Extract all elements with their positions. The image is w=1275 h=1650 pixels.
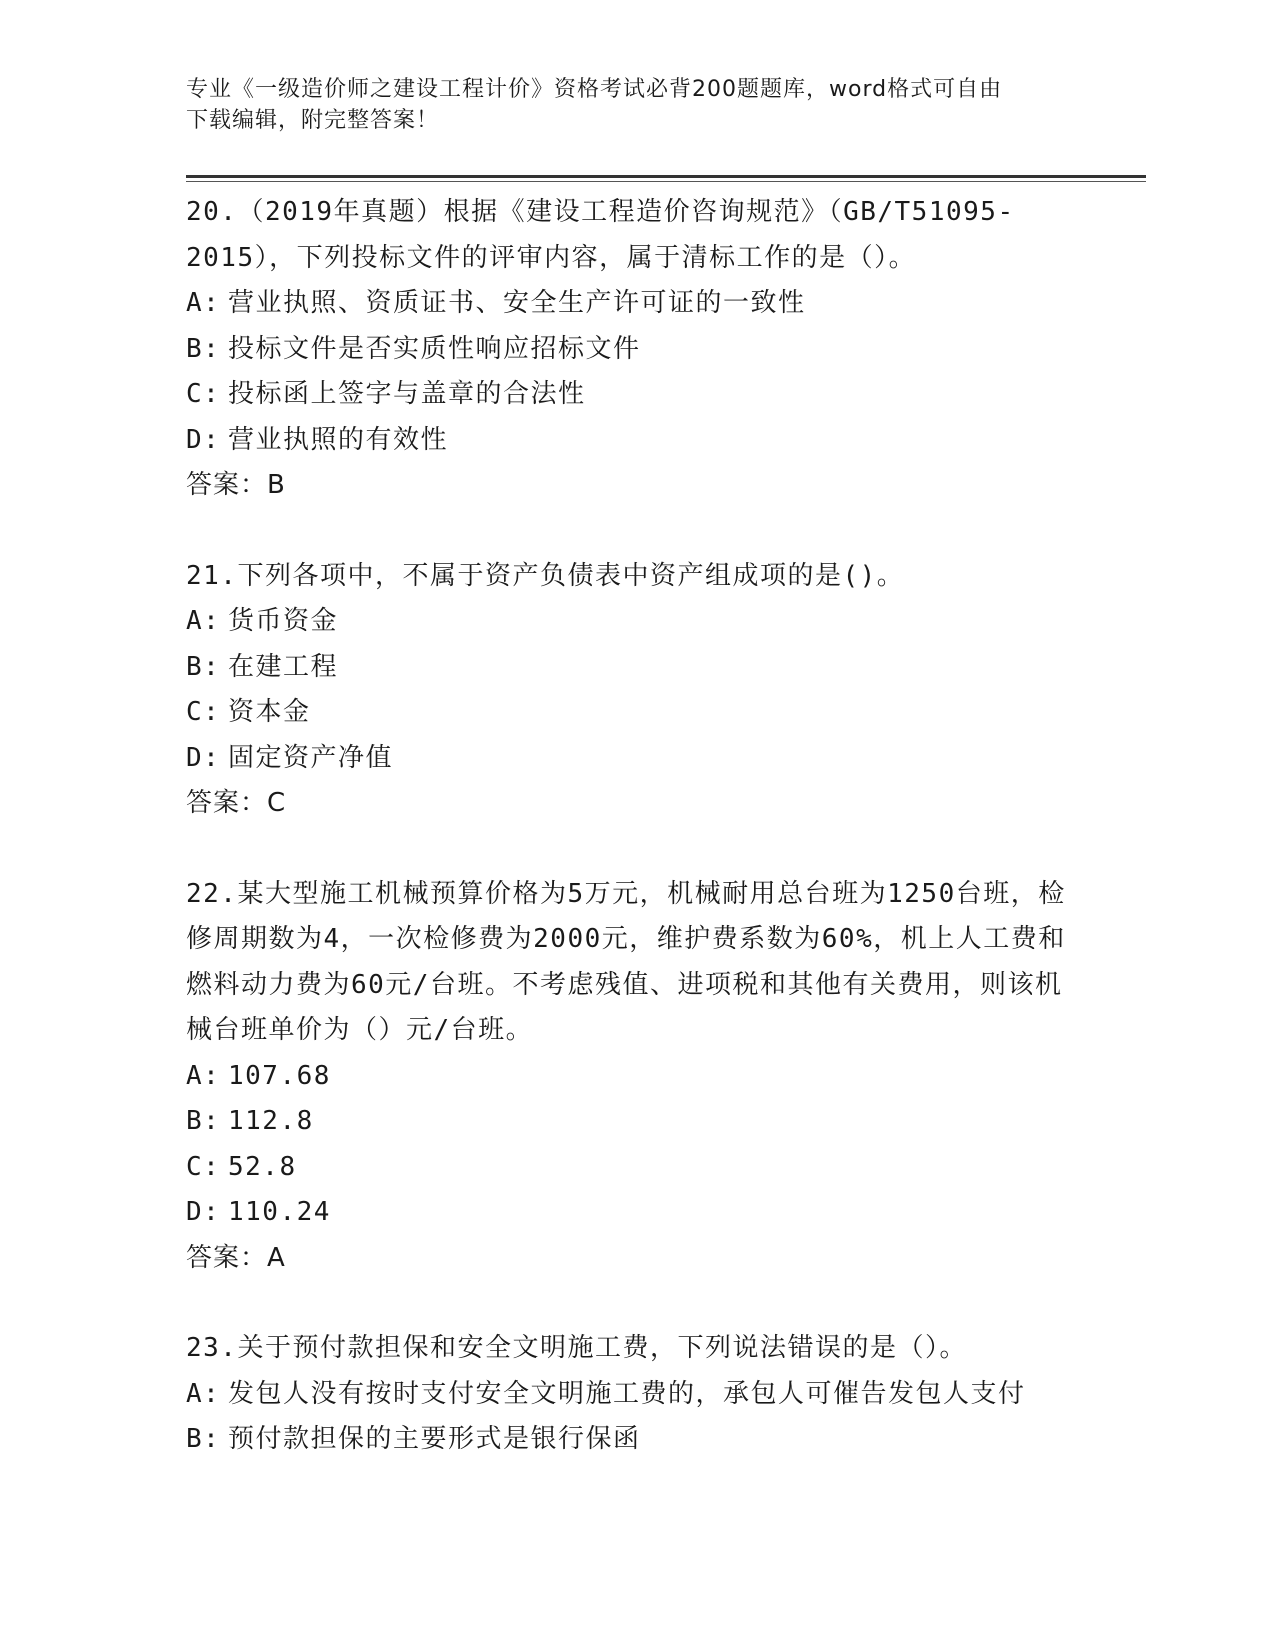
- option-d: [186, 418, 1086, 464]
- option-text: 资本金: [228, 697, 311, 727]
- option-text: 投标文件是否实质性响应招标文件: [228, 333, 641, 364]
- option-text: 投标函上签字与盖章的合法性: [228, 379, 586, 409]
- option-key: D:: [186, 1197, 221, 1227]
- option-c: [186, 372, 1086, 418]
- question-stem: 20.（2019年真题）根据《建设工程造价咨询规范》（GB/T51095-2015），下列投标文件的评审内容，属于清标工作的是（）。: [186, 197, 1015, 273]
- option-key: B:: [186, 1424, 221, 1454]
- question-stem: 23.关于预付款担保和安全文明施工费，下列说法错误的是（）。: [186, 1333, 967, 1363]
- option-a: [186, 1372, 1086, 1418]
- option-key: B:: [186, 651, 221, 682]
- option-key: A:: [186, 288, 221, 318]
- answer: 答案：A: [186, 1242, 286, 1273]
- option-key: C:: [186, 1151, 221, 1182]
- option-key: A:: [186, 1378, 221, 1409]
- option-text: 在建工程: [228, 651, 339, 682]
- option-a: [186, 1054, 1086, 1100]
- option-key: B:: [186, 333, 221, 364]
- option-text: 112.8: [228, 1106, 314, 1136]
- option-key: C:: [186, 379, 221, 409]
- option-b: [186, 1417, 1086, 1463]
- question-22: [186, 872, 1086, 1282]
- option-text: 52.8: [228, 1151, 297, 1182]
- option-text: 固定资产净值: [228, 742, 394, 773]
- option-d: [186, 1190, 1086, 1236]
- option-key: B:: [186, 1106, 221, 1136]
- header-line-2: 下载编辑，附完整答案！: [186, 108, 440, 133]
- option-key: A:: [186, 606, 221, 636]
- option-text: 营业执照、资质证书、安全生产许可证的一致性: [228, 288, 806, 318]
- option-a: [186, 281, 1086, 327]
- header-divider-thick: [186, 175, 1146, 178]
- option-b: [186, 1099, 1086, 1145]
- question-stem: 21.下列各项中，不属于资产负债表中资产组成项的是()。: [186, 560, 905, 591]
- option-text: 110.24: [228, 1197, 331, 1227]
- option-d: [186, 736, 1086, 782]
- option-key: D:: [186, 742, 221, 773]
- option-key: D:: [186, 424, 221, 455]
- header-line-1: 专业《一级造价师之建设工程计价》资格考试必背200题题库，word格式可自由: [186, 77, 1003, 102]
- question-20: [186, 190, 1086, 509]
- header-divider-thin: [186, 181, 1146, 182]
- option-c: [186, 690, 1086, 736]
- option-text: 发包人没有按时支付安全文明施工费的，承包人可催告发包人支付: [228, 1378, 1026, 1409]
- question-23: [186, 1326, 1086, 1463]
- option-b: [186, 645, 1086, 691]
- option-text: 营业执照的有效性: [228, 424, 449, 455]
- option-text: 货币资金: [228, 606, 339, 636]
- option-text: 预付款担保的主要形式是银行保函: [228, 1424, 641, 1454]
- option-b: [186, 327, 1086, 373]
- option-c: [186, 1145, 1086, 1191]
- answer: 答案：B: [186, 470, 286, 500]
- document-header: [186, 74, 1066, 136]
- option-a: [186, 599, 1086, 645]
- answer: 答案：C: [186, 788, 287, 818]
- question-stem: 22.某大型施工机械预算价格为5万元，机械耐用总台班为1250台班，检修周期数为4，一次检修费为2000元，维护费系数为60%，机上人工费和燃料动力费为60元/台班。不考虑残值、进项税和其他有关费用，则该机械台班单价为（）元/台班。: [186, 878, 1066, 1045]
- option-key: A:: [186, 1060, 221, 1091]
- option-key: C:: [186, 697, 221, 727]
- option-text: 107.68: [228, 1060, 331, 1091]
- question-list: [186, 190, 1086, 1508]
- question-21: [186, 554, 1086, 827]
